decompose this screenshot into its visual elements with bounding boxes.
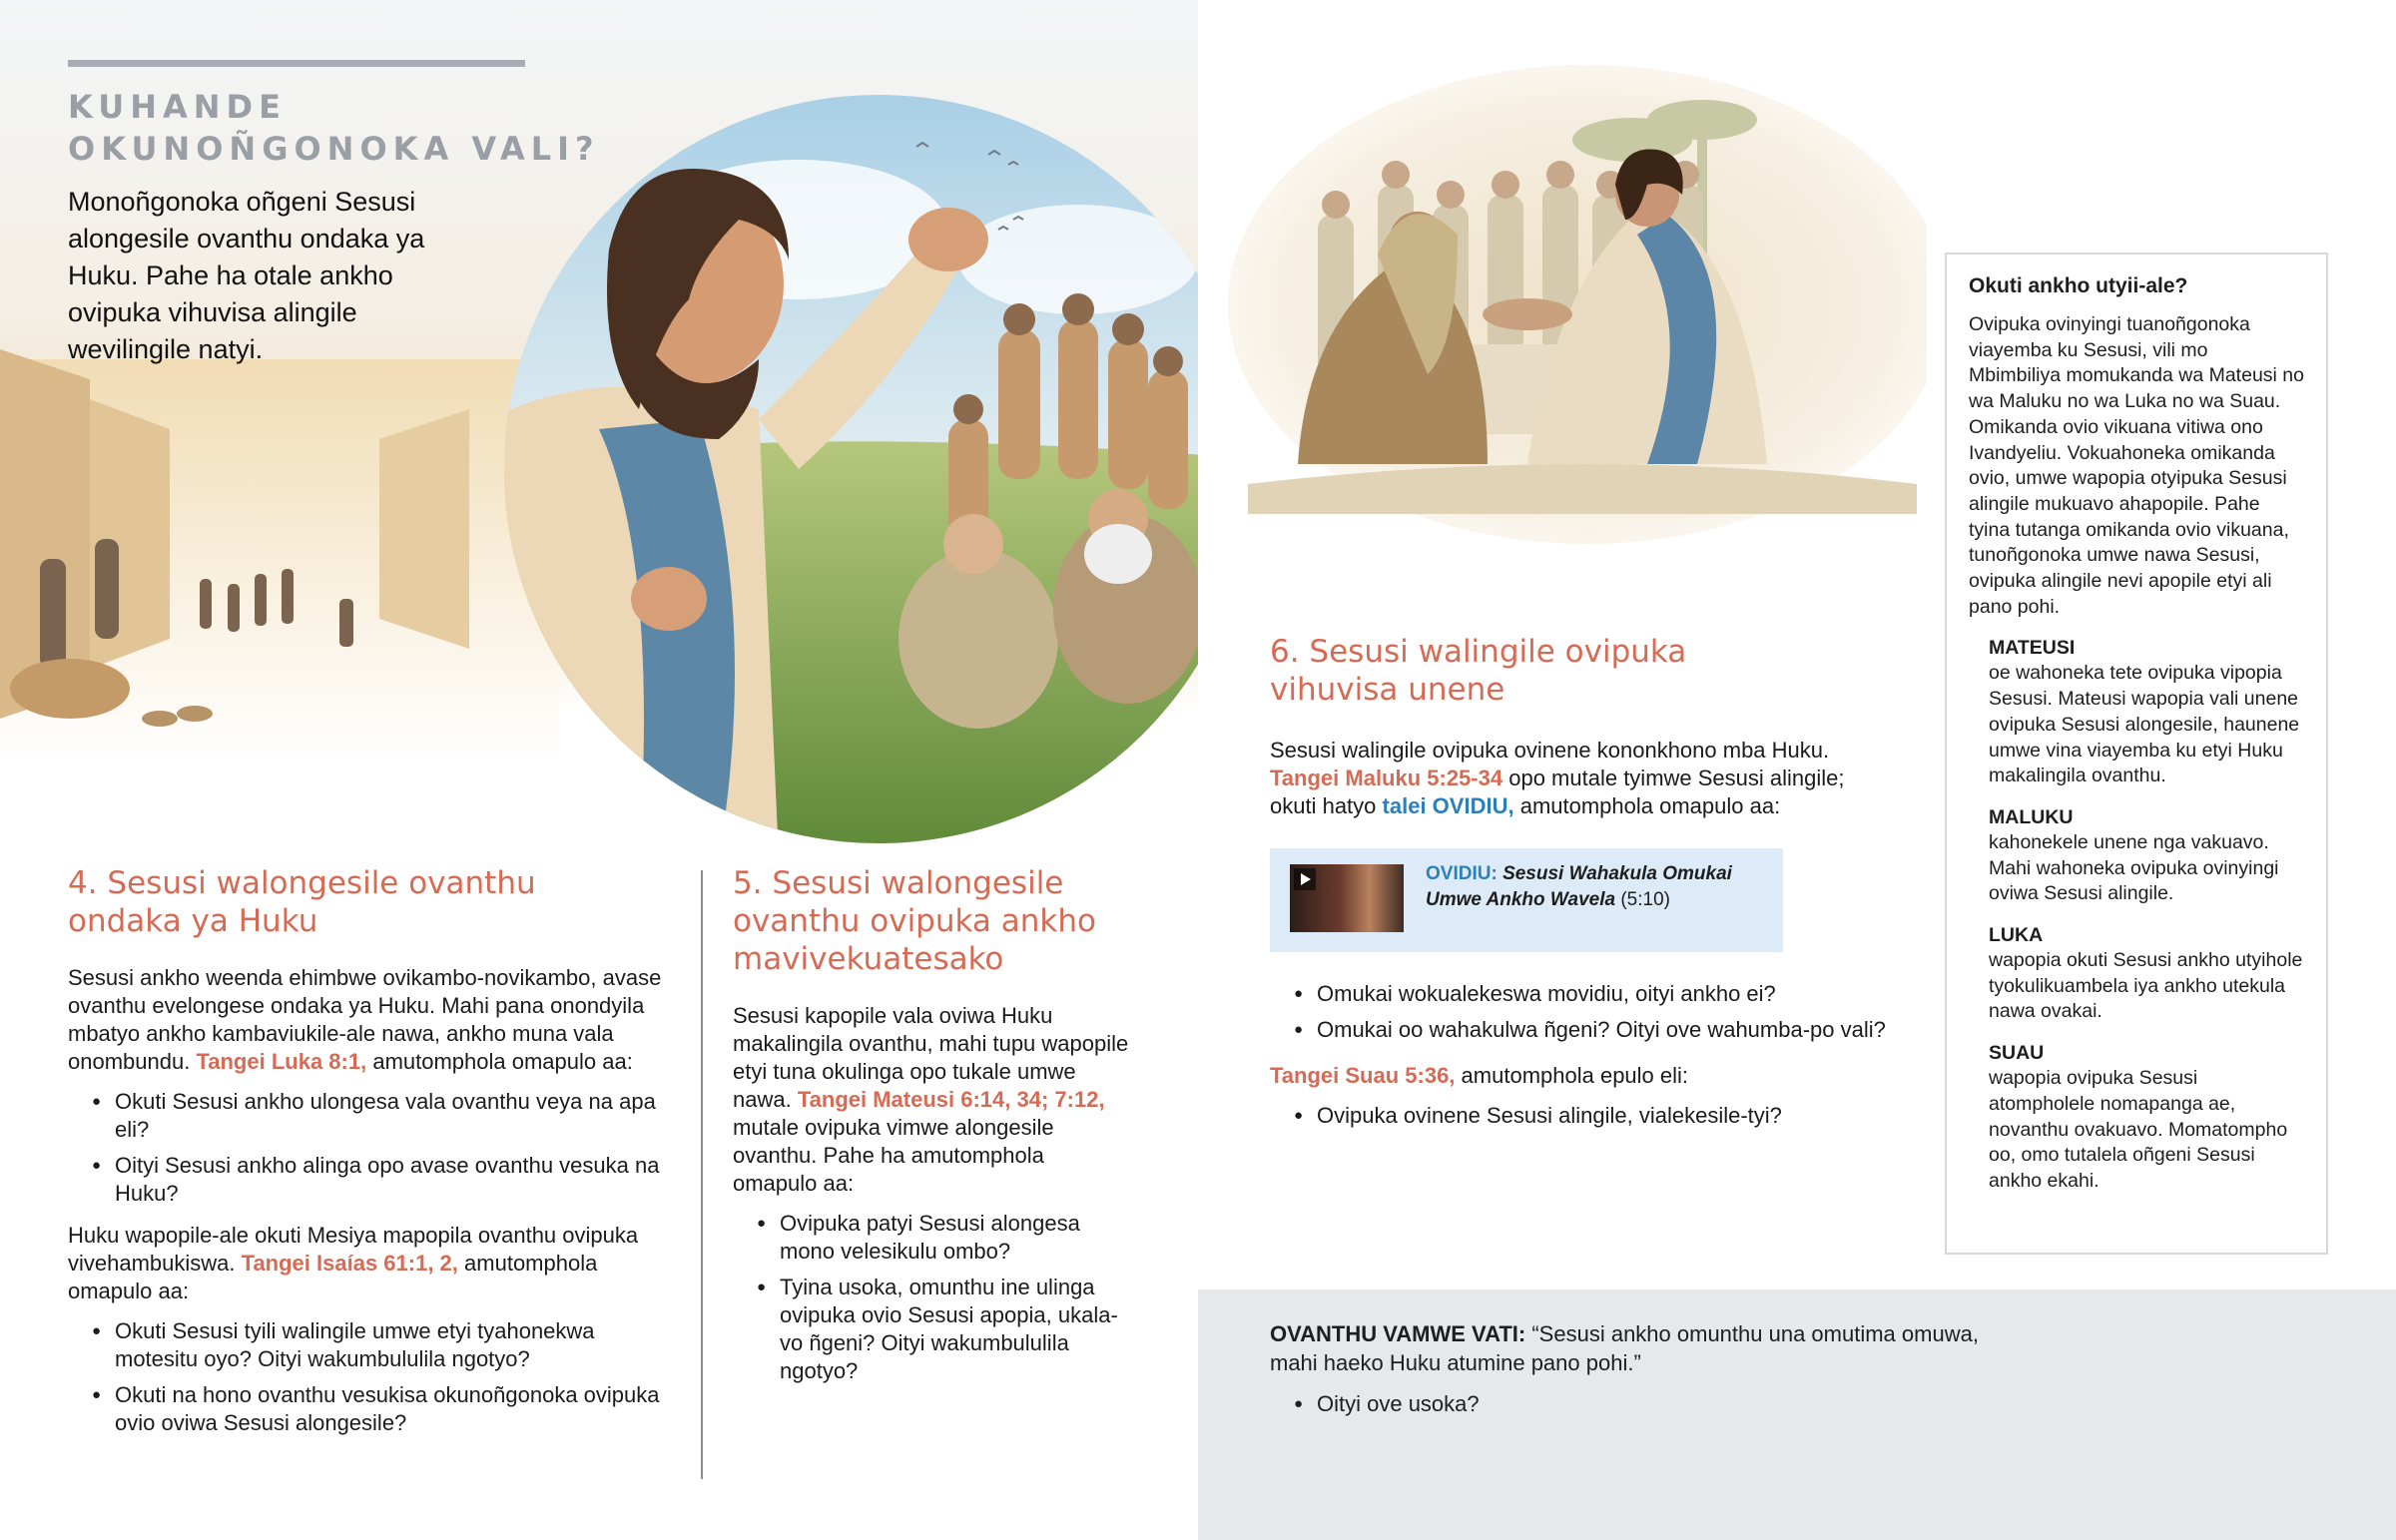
video-card[interactable] [1270,848,1783,952]
gospel-desc: oe wahoneka tete ovipuka vipopia Sesusi. Mateusi wapopia vali unene ovipuka Sesusi alongesile, haunene umwe vina viayemba ku etyi Huku makalingila ovanthu. [1989,662,2300,787]
lesson-4-para-1 [68,964,667,1076]
illustration-jesus-healing [1228,45,1927,564]
lesson-5-para-1-end: mutale ovipuka vimwe alongesile ovanthu. Pahe ha amutomphola omapulo aa: [733,1115,1054,1196]
did-you-know-box [1945,253,2328,1255]
lesson-6-scripture-link-2[interactable]: Tangei Suau 5:36, [1270,1063,1456,1088]
gospel-name: LUKA [1989,924,2044,947]
lesson-4-questions-1 [68,1088,667,1208]
lesson-4-question: ● Okuti Sesusi ankho ulongesa vala ovanthu veya na apa eli? [68,1088,667,1144]
gospel-entry-maluku [1989,805,2304,907]
lesson-6-para-1-mid: opo mutale tyimwe Sesusi alingile; okuti hatyo [1270,766,1845,818]
lesson-5-para-1 [733,1002,1132,1198]
others-say-questions [1270,1389,2029,1418]
gospel-desc: wapopia okuti Sesusi ankho utyihole tyokulikuambela iya ankho utekula nawa ovakai. [1989,949,2303,1023]
gospel-name: MALUKU [1989,805,2074,828]
gospel-name: MATEUSI [1989,637,2076,660]
others-say-quote: “Sesusi ankho omunthu una omutima omuwa, mahi haeko Huku atumine pano pohi.” [1270,1321,1979,1375]
lesson-4-title: 4. Sesusi walongesile ovanthu ondaka ya Huku [68,865,536,939]
lesson-4-body [68,964,667,1445]
lesson-6-question: ● Omukai wokualekeswa movidiu, oityi ankho ei? [1270,980,1889,1008]
lesson-5-body [733,1002,1132,1393]
lesson-6-para-2-end: amutomphola epulo eli: [1461,1063,1689,1088]
lesson-4-question: ● Okuti na hono ovanthu vesukisa okunoñgonoka ovipuka ovio oviwa Sesusi alongesile? [68,1381,667,1437]
lesson-5-question: ● Ovipuka patyi Sesusi alongesa mono velesikulu ombo? [733,1210,1132,1266]
others-say-quote-line [1270,1319,2029,1377]
lesson-4-question: ● Okuti Sesusi tyili walingile umwe etyi tyahonekwa motesitu oyo? Oityi wakumbululila ngotyo? [68,1317,667,1373]
lesson-6-title: 6. Sesusi walingile ovipuka vihuvisa unene [1270,634,1687,708]
gospel-desc: wapopia ovipuka Sesusi atompholele nomapanga ae, novanthu ovakuavo. Momatompho oo, omo tutalela oñgeni Sesusi ankho ekahi. [1989,1067,2288,1192]
gospel-desc: kahonekele unene nga vakuavo. Mahi wahoneka ovipuka ovinyingi oviwa Sesusi alingile. [1989,830,2279,905]
lesson-6-para-1 [1270,737,1889,820]
lesson-6-para-1-text: Sesusi walingile ovipuka ovinene kononkhono mba Huku. [1270,738,1830,763]
others-say-content [1270,1319,2029,1426]
others-say-label: OVANTHU VAMWE VATI: [1270,1321,1526,1346]
lesson-6-question: ● Ovipuka ovinene Sesusi alingile, vialekesile-tyi? [1270,1102,1889,1130]
lesson-4-para-2-text: Huku wapopile-ale okuti Mesiya mapopila ovanthu ovipuka vivehambukiswa. [68,1223,639,1276]
others-say-question: ● Oityi ove usoka? [1270,1389,2029,1418]
lesson-4-scripture-link-1[interactable]: Tangei Luka 8:1, [196,1049,367,1074]
video-label: OVIDIU: [1426,863,1498,884]
lesson-5-scripture-link[interactable]: Tangei Mateusi 6:14, 34; 7:12, [797,1087,1105,1112]
healing-scene-art [1228,45,1927,564]
sidebar-title: Okuti ankho utyii-ale? [1969,274,2188,297]
gospel-entry-luka [1989,923,2304,1025]
lesson-6-question: ● Omukai oo wahakulwa ñgeni? Oityi ove wahumba-po vali? [1270,1016,1889,1044]
section-heading-line2: OKUNOÑGONOKA VALI? [68,130,600,168]
video-title[interactable]: Sesusi Wahakula Omukai Umwe Ankho Wavela [1426,863,1732,910]
lesson-6-video-link[interactable]: talei OVIDIU, [1382,793,1514,818]
lesson-6-questions-1 [1270,980,1889,1044]
lesson-4-para-2-end: amutomphola omapulo aa: [68,1251,598,1303]
lesson-4-question: ● Oityi Sesusi ankho alinga opo avase ovanthu vesuka na Huku? [68,1152,667,1208]
intro-text: Monoñgonoka oñgeni Sesusi alongesile ovanthu ondaka ya Huku. Pahe ha otale ankho ovipuka vihuvisa alingile wevilingile natyi. [68,187,425,364]
lesson-5-question: ● Tyina usoka, omunthu ine ulinga ovipuka ovio Sesusi apopia, ukala-vo ñgeni? Oityi wakumbululila ngotyo? [733,1274,1132,1385]
play-icon[interactable] [1294,868,1316,890]
lesson-4-scripture-link-2[interactable]: Tangei Isaías 61:1, 2, [241,1251,458,1276]
gospel-entry-mateusi [1989,636,2304,789]
gospel-name: SUAU [1989,1042,2045,1065]
lesson-4-para-1-text: Sesusi ankho weenda ehimbwe ovikambo-novikambo, avase ovanthu evelongese ondaka ya Huku. Mahi pana onondyila mbatyo ankho kambaviukile-ale nawa, ankho muna vala onombundu. [68,965,662,1074]
lesson-4-questions-2 [68,1317,667,1437]
sidebar-text: Ovipuka ovinyingi tuanoñgonoka viayemba ku Sesusi, vili mo Mbimbiliya momukanda wa Mateusi no wa Maluku no wa Luka no wa Suau. Omikanda ovio vikuana vitiwa ono Ivandyeliu. Vokuahoneka omikanda ovio, umwe wapopia otyipuka Sesusi alingile mukuavo ahapopile. Pahe tyina tutanga omikanda ovio vikuana, tunoñgonoka umwe nawa Sesusi, ovipuka alingile nevi apopile etyi ali pano pohi. [1969,313,2304,618]
video-duration: (5:10) [1620,889,1670,910]
top-rule [68,60,525,67]
lesson-6-questions-2 [1270,1102,1889,1130]
gospel-entry-suau [1989,1041,2304,1195]
lesson-6-para-2 [1270,1062,1889,1090]
video-thumbnail[interactable] [1290,864,1404,932]
lesson-6-scripture-link-1[interactable]: Tangei Maluku 5:25-34 [1270,766,1503,790]
column-divider [701,870,703,1479]
lesson-4-para-1-end: amutomphola omapulo aa: [372,1049,633,1074]
lesson-6-para-1-end: amutomphola omapulo aa: [1519,793,1781,818]
lesson-5-questions [733,1210,1132,1385]
video-caption [1426,861,1765,913]
lesson-5-para-1-text: Sesusi kapopile vala oviwa Huku makalingila ovanthu, mahi tupu wapopile etyi tuna okulinga opo tukale umwe nawa. [733,1003,1129,1112]
lesson-6-body [1270,980,1889,1138]
section-heading [68,86,607,170]
lesson-6-intro [1270,737,1889,820]
lesson-5-title: 5. Sesusi walongesile ovanthu ovipuka ankho mavivekuatesako [733,865,1096,977]
lesson-4-para-2 [68,1222,667,1305]
section-heading-line1: KUHANDE [68,88,287,126]
